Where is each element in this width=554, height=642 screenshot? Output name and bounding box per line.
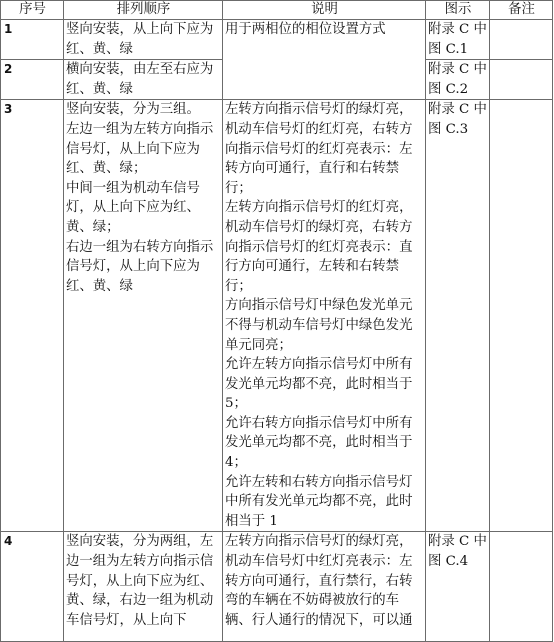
header-note: 备注 xyxy=(490,1,553,20)
desc-para: 允许左转方向指示信号灯中所有发光单元均都不亮，此时相当于5； xyxy=(225,357,413,412)
row-number: 1 xyxy=(1,20,64,60)
order-para: 竖向安装，分为三组。 xyxy=(66,102,200,118)
row-note xyxy=(490,20,553,60)
desc-para: 允许右转方向指示信号灯中所有发光单元均都不亮，此时相当于4； xyxy=(225,415,413,471)
desc-para: 左转方向指示信号灯的绿灯亮，机动车信号灯的红灯亮，右转方向指示信号灯的红灯亮表示：左转方向可通行，直行和右转禁行； xyxy=(225,102,413,196)
row-desc xyxy=(223,532,426,642)
row-order: 横向安装，由左至右应为红、黄、绿 xyxy=(64,60,223,100)
row-number: 3 xyxy=(1,100,64,532)
header-fig: 图示 xyxy=(426,1,490,20)
row-number: 4 xyxy=(1,532,64,642)
table-row xyxy=(1,532,553,642)
order-para: 左边一组为左转方向指示信号灯，从上向下应为红、黄、绿； xyxy=(66,121,214,177)
row-figure: 附录 C 中图 C.2 xyxy=(426,60,490,100)
row-note xyxy=(490,60,553,100)
desc-para: 允许左转和右转方向指示信号灯中所有发光单元均都不亮，此时相当于 1 xyxy=(225,474,413,529)
row-figure: 附录 C 中图 C.1 xyxy=(426,20,490,60)
table-row xyxy=(1,100,553,532)
row-number: 2 xyxy=(1,60,64,100)
row-desc xyxy=(223,20,426,100)
order-para: 中间一组为机动车信号灯，从上向下应为红、黄、绿； xyxy=(66,180,200,235)
row-order: 竖向安装，从上向下应为红、黄、绿 xyxy=(64,20,223,60)
row-order: 竖向安装，分为两组，左边一组为左转方向指示信号灯，从上向下应为红、黄、绿，右边一组为机动车信号灯，从上向下 xyxy=(64,532,223,642)
row-note xyxy=(490,100,553,532)
row-desc xyxy=(223,100,426,532)
order-para: 右边一组为右转方向指示信号灯，从上向下应为红、黄、绿 xyxy=(66,239,214,294)
desc-para: 左转方向指示信号灯的绿灯亮，机动车信号灯中红灯亮表示：左转方向可通行，直行禁行，右转弯的车辆在不妨碍被放行的车辆、行人通行的情况下，可以通 xyxy=(225,534,413,628)
desc-para: 用于两相位的相位设置方式 xyxy=(225,22,386,37)
desc-para: 方向指示信号灯中绿色发光单元不得与机动车信号灯中绿色发光单元同亮； xyxy=(225,298,413,353)
row-figure: 附录 C 中图 C.4 xyxy=(426,532,490,642)
row-figure: 附录 C 中图 C.3 xyxy=(426,100,490,532)
row-note xyxy=(490,532,553,642)
desc-para: 左转方向指示信号灯的红灯亮，机动车信号灯的绿灯亮，右转方向指示信号灯的红灯亮表示：直行方向可通行，左转和右转禁行； xyxy=(225,200,413,294)
header-order: 排列顺序 xyxy=(64,1,223,20)
header-desc: 说明 xyxy=(223,1,426,20)
header-no: 序号 xyxy=(1,1,64,20)
row-order xyxy=(64,100,223,532)
header-row xyxy=(1,1,553,20)
table-row xyxy=(1,20,553,60)
